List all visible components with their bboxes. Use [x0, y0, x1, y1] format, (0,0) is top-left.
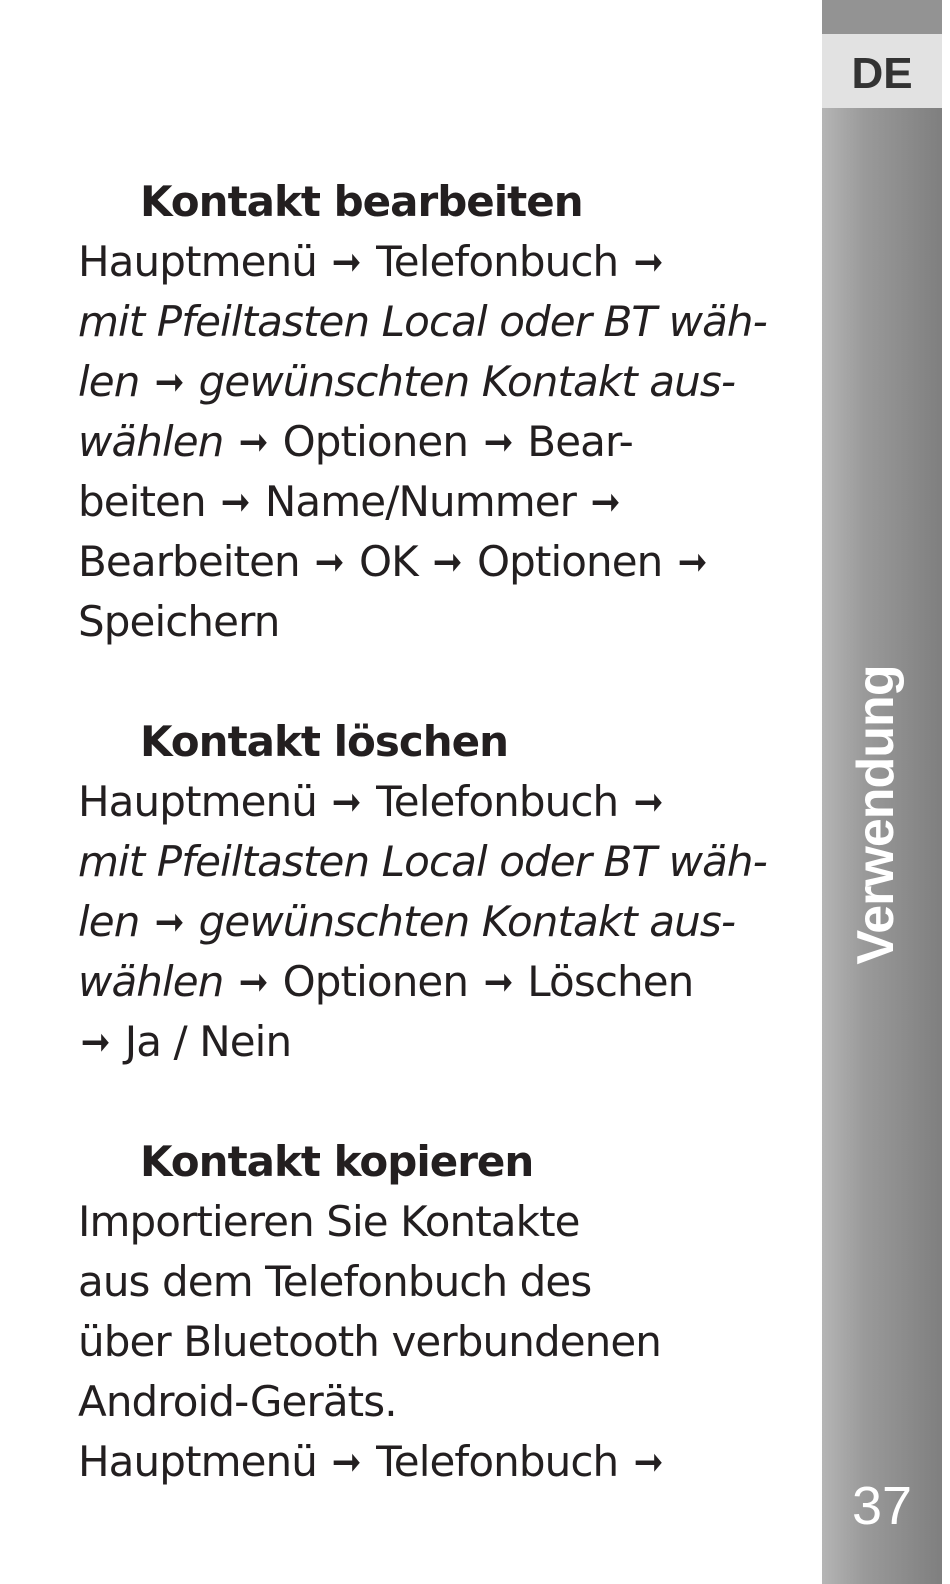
arrow-right-icon: ➞ — [331, 1437, 362, 1486]
text-run — [223, 957, 235, 1006]
text-line — [78, 412, 778, 472]
italic-text: len — [78, 897, 140, 946]
text-run: Optionen — [270, 957, 481, 1006]
sidebar-top-strip — [822, 0, 942, 34]
text-run: Löschen — [514, 957, 694, 1006]
text-run: aus dem Telefonbuch des — [78, 1257, 592, 1306]
section-body — [78, 232, 778, 652]
text-line — [78, 1012, 778, 1072]
arrow-right-icon: ➞ — [633, 777, 663, 826]
arrow-right-icon: ➞ — [314, 537, 344, 586]
text-line — [78, 832, 778, 892]
italic-text: mit Pfeiltasten Local oder BT wäh- — [78, 297, 767, 346]
section-heading: Kontakt löschen — [140, 717, 509, 766]
text-run: Optionen — [270, 417, 481, 466]
text-run: Ja / Nein — [112, 1017, 292, 1066]
italic-text: gewünschten Kontakt aus- — [198, 357, 736, 406]
section-edit-contact — [78, 172, 778, 652]
arrow-right-icon: ➞ — [154, 357, 184, 406]
text-run: Name/Nummer — [252, 477, 589, 526]
language-badge: DE — [822, 34, 942, 108]
text-run: Telefonbuch — [363, 1437, 631, 1486]
text-run: Speichern — [78, 597, 280, 646]
text-line — [78, 1312, 778, 1372]
text-run: Hauptmenü — [78, 1437, 330, 1486]
text-run — [223, 417, 235, 466]
text-run — [139, 357, 151, 406]
text-run: Optionen — [464, 537, 675, 586]
arrow-right-icon: ➞ — [432, 537, 462, 586]
italic-text: wählen — [78, 957, 224, 1006]
text-run: Hauptmenü — [78, 237, 330, 286]
text-line — [78, 472, 778, 532]
text-run — [139, 897, 151, 946]
arrow-right-icon: ➞ — [220, 477, 250, 526]
arrow-right-icon: ➞ — [80, 1017, 110, 1066]
text-line — [78, 1432, 778, 1492]
manual-page-content — [78, 172, 778, 1552]
text-run: Bearbeiten — [78, 537, 313, 586]
text-run — [186, 897, 198, 946]
arrow-right-icon: ➞ — [331, 237, 362, 286]
text-line — [78, 532, 778, 592]
section-heading: Kontakt kopieren — [140, 1137, 534, 1186]
text-run: Bear- — [514, 417, 633, 466]
text-line — [78, 952, 778, 1012]
arrow-right-icon: ➞ — [677, 537, 707, 586]
text-run: Android-Geräts. — [78, 1377, 397, 1426]
arrow-right-icon: ➞ — [591, 477, 621, 526]
section-copy-contact — [78, 1132, 778, 1492]
text-run: beiten — [78, 477, 219, 526]
arrow-right-icon: ➞ — [331, 777, 362, 826]
text-run: Importieren Sie Kontakte — [78, 1197, 580, 1246]
arrow-right-icon: ➞ — [483, 417, 513, 466]
text-line — [78, 232, 778, 292]
arrow-right-icon: ➞ — [633, 1437, 663, 1486]
text-line — [78, 772, 778, 832]
text-run: OK — [346, 537, 431, 586]
italic-text: wählen — [78, 417, 224, 466]
text-line — [78, 352, 778, 412]
italic-text: mit Pfeiltasten Local oder BT wäh- — [78, 837, 767, 886]
text-run: Hauptmenü — [78, 777, 330, 826]
arrow-right-icon: ➞ — [238, 957, 268, 1006]
text-line — [78, 592, 778, 652]
text-run: Telefonbuch — [363, 777, 631, 826]
page-number: 37 — [851, 1476, 913, 1536]
chapter-sidebar — [822, 0, 942, 1584]
text-line — [78, 292, 778, 352]
italic-text: len — [78, 357, 140, 406]
arrow-right-icon: ➞ — [238, 417, 268, 466]
text-line — [78, 1252, 778, 1312]
text-run: über Bluetooth verbundenen — [78, 1317, 662, 1366]
arrow-right-icon: ➞ — [483, 957, 513, 1006]
text-line — [78, 1372, 778, 1432]
section-delete-contact — [78, 712, 778, 1072]
section-body — [78, 772, 778, 1072]
chapter-label: Verwendung — [847, 665, 905, 965]
italic-text: gewünschten Kontakt aus- — [198, 897, 736, 946]
text-run: Telefonbuch — [363, 237, 631, 286]
section-heading: Kontakt bearbeiten — [140, 177, 583, 226]
arrow-right-icon: ➞ — [633, 237, 663, 286]
text-line — [78, 892, 778, 952]
text-run — [186, 357, 198, 406]
arrow-right-icon: ➞ — [154, 897, 184, 946]
text-line — [78, 1192, 778, 1252]
section-body — [78, 1192, 778, 1492]
